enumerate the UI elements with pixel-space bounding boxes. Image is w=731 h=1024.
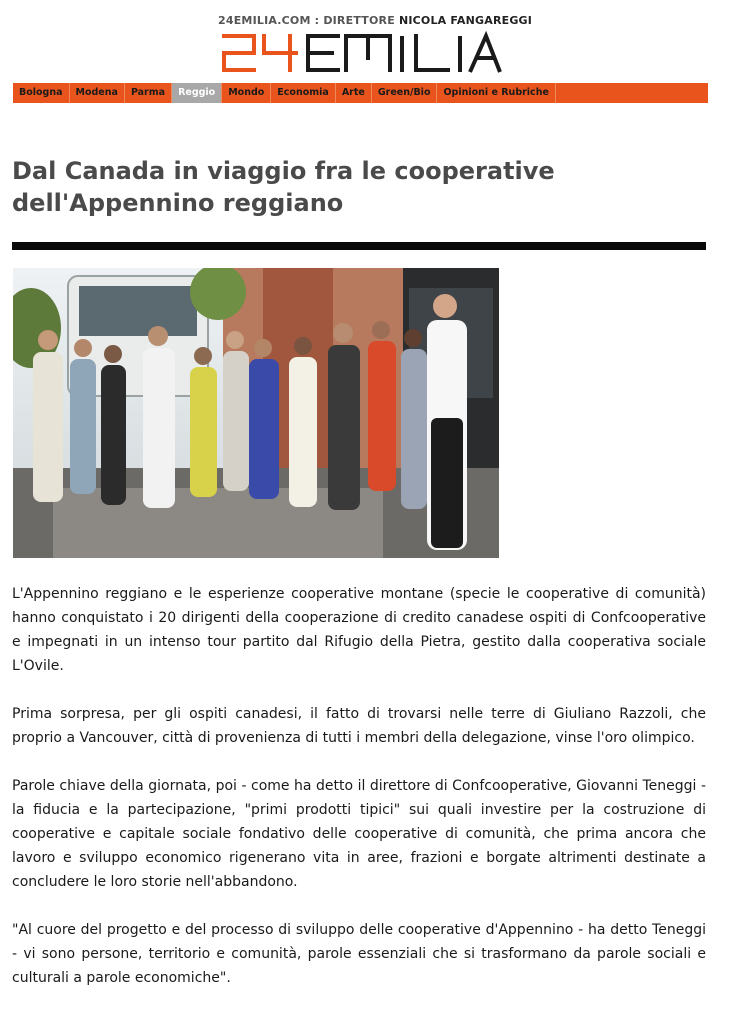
- article-title-line1: Dal Canada in viaggio fra le cooperative: [12, 157, 555, 185]
- nav-item-green-bio[interactable]: Green/Bio: [372, 83, 438, 103]
- nav-item-arte[interactable]: Arte: [336, 83, 372, 103]
- article-photo: [13, 268, 499, 558]
- nav-item-mondo[interactable]: Mondo: [222, 83, 271, 103]
- director-prefix: DIRETTORE: [323, 14, 399, 27]
- article-title: [12, 155, 612, 219]
- site-logo[interactable]: [220, 30, 502, 76]
- site-domain[interactable]: 24EMILIA.COM: [218, 14, 311, 27]
- article-paragraph-4: "Al cuore del progetto e del processo di sviluppo delle cooperative d'Appennino - ha detto Teneggi - vi sono persone, territorio e comunità, parole essenziali che si trasformano da parole sociali e culturali a parole economiche".: [12, 922, 706, 986]
- tagline-separator: :: [310, 14, 324, 27]
- nav-item-reggio[interactable]: Reggio: [172, 83, 222, 103]
- nav-item-parma[interactable]: Parma: [125, 83, 172, 103]
- masthead: [0, 0, 731, 82]
- nav-item-modena[interactable]: Modena: [70, 83, 125, 103]
- article-paragraph-3: Parole chiave della giornata, poi - come ha detto il direttore di Confcooperative, Giovanni Teneggi - la fiducia e la partecipazione, "primi prodotti tipici" sui quali investire per la costruzione di cooperative e capitale sociale fondativo delle cooperative di comunità, che prima ancora che lavoro e sviluppo economico rigenerano vita in aree, frazioni e borgate altrimenti destinate a concludere le loro storie nell'abbandono.: [12, 778, 706, 890]
- group-photo-illustration: [13, 268, 499, 558]
- article-body: [12, 582, 706, 1014]
- director-name: NICOLA FANGAREGGI: [398, 14, 533, 27]
- nav-item-opinioni-rubriche[interactable]: Opinioni e Rubriche: [437, 83, 555, 103]
- article-paragraph-2: Prima sorpresa, per gli ospiti canadesi, il fatto di trovarsi nelle terre di Giuliano Razzoli, che proprio a Vancouver, città di provenienza di tutti i membri della delegazione, vinse l'oro olimpico.: [12, 706, 706, 746]
- main-nav: [13, 83, 708, 103]
- title-divider: [12, 242, 706, 250]
- nav-item-bologna[interactable]: Bologna: [13, 83, 70, 103]
- article-paragraph-1: L'Appennino reggiano e le esperienze cooperative montane (specie le cooperative di comunità) hanno conquistato i 20 dirigenti della cooperazione di credito canadese ospiti di Confcooperative e impegnati in un intenso tour partito dal Rifugio della Pietra, gestito dalla cooperativa sociale L'Ovile.: [12, 586, 706, 674]
- article-title-line2: dell'Appennino reggiano: [12, 189, 344, 217]
- site-tagline: [218, 14, 532, 27]
- nav-item-economia[interactable]: Economia: [271, 83, 336, 103]
